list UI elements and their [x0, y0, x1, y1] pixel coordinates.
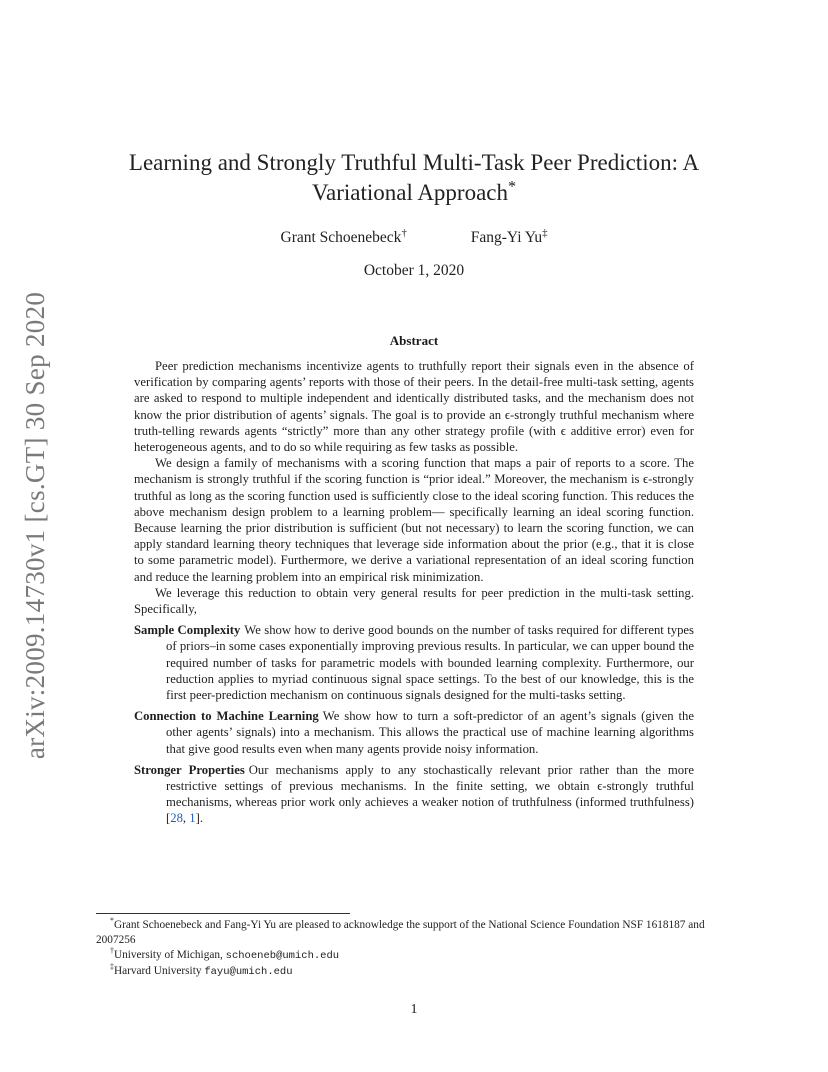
- abstract-paragraph: We design a family of mechanisms with a scoring function that maps a pair of reports to a score. The mechanism is strongly truthful if the scoring function is “prior ideal.” Moreover, the mechanism is ϵ-strongly truthful as long as the scoring function used is sufficiently close to the ideal scoring function. This reduces the above mechanism design problem to a learning problem— specifically learning an ideal scoring function. Because learning the prior distribution is sufficient (but not necessary) to learn the scoring function, we can apply standard learning theory techniques that leverage side information about the prior (e.g., that it is close to some parametric model). Furthermore, we derive a variational representation of an ideal scoring function and reduce the learning problem into an empirical risk minimization.: [134, 456, 694, 584]
- paper-title: [100, 148, 728, 208]
- arxiv-identifier: arXiv:2009.14730v1 [cs.GT] 30 Sep 2020: [20, 291, 51, 759]
- page-number: 1: [410, 1002, 418, 1017]
- contribution-text: We show how to derive good bounds on the number of tasks required for different types of priors–in some cases exponentially improving previous results. In particular, we can upper bound the required number of tasks for parametric models with bounded learning complexity. Furthermore, our reduction applies to myriad continuous signal space settings. To the best of our knowledge, this is the first peer-prediction mechanism on continuous signals designed for the multi-tasks setting.: [166, 623, 694, 703]
- author-2-name: Fang-Yi Yu: [470, 229, 543, 246]
- abstract-paragraph: We leverage this reduction to obtain very general results for peer prediction in the multi-task setting. Specifically,: [134, 585, 694, 617]
- email-link[interactable]: fayu@umich.edu: [204, 966, 293, 978]
- publication-date: October 1, 2020: [363, 262, 465, 279]
- footnote-mark: *: [110, 916, 114, 926]
- author-1-name: Grant Schoenebeck: [280, 229, 402, 246]
- contribution-item: [134, 708, 694, 757]
- contribution-item: [134, 622, 694, 703]
- citation-open: [: [166, 811, 171, 826]
- contribution-list: [134, 622, 694, 826]
- abstract-body: [134, 358, 694, 832]
- title-line-2: Variational Approach: [311, 180, 509, 205]
- citation-close: ].: [195, 811, 204, 826]
- author-1-mark: †: [401, 226, 407, 239]
- contribution-term: Connection to Machine Learning: [134, 709, 319, 724]
- contribution-text: We show how to turn a soft-predictor of an agent’s signals (given the other agents’ signals) into a mechanism. This allows the practical use of machine learning algorithms that give good results even when many agents provide noisy information.: [166, 709, 694, 756]
- footnote-text: Grant Schoenebeck and Fang-Yi Yu are pleased to acknowledge the support of the National Science Foundation NSF 1618187 and 2007256: [96, 919, 705, 946]
- footnote-affiliation-1: [96, 948, 732, 964]
- author-1: [280, 226, 407, 247]
- citation-link-1[interactable]: 1: [189, 811, 196, 826]
- author-list: [0, 226, 828, 247]
- footnote-affiliation-2: [96, 964, 732, 980]
- email-link[interactable]: schoeneb@umich.edu: [225, 950, 340, 962]
- citation-separator: ,: [182, 811, 190, 826]
- footnote-divider: [96, 913, 350, 914]
- abstract-paragraph: Peer prediction mechanisms incentivize agents to truthfully report their signals even in the absence of verification by comparing agents’ reports with those of their peers. In the detail-free multi-task setting, agents are asked to respond to multiple independent and identically distributed tasks, and the mechanism does not know the prior distribution of agents’ signals. The goal is to provide an ϵ-strongly truthful mechanism where truth-telling rewards agents “strictly” more than any other strategy profile (with ϵ additive error) even for heterogeneous agents, and to do so while requiring as few tasks as possible.: [134, 359, 694, 455]
- author-2: [470, 226, 548, 247]
- title-footnote-mark: *: [508, 178, 517, 196]
- footnotes: [96, 918, 732, 980]
- contribution-item: [134, 762, 694, 827]
- footnote-funding: [96, 918, 732, 948]
- footnote-mark: ‡: [110, 962, 114, 972]
- title-line-1: Learning and Strongly Truthful Multi-Task Peer Prediction: A: [128, 150, 700, 175]
- footnote-mark: †: [110, 946, 114, 956]
- abstract-heading: Abstract: [389, 333, 439, 348]
- contribution-text: Our mechanisms apply to any stochastically relevant prior rather than the more restrictive settings of previous mechanisms. In the finite setting, we obtain ϵ-strongly truthful mechanisms, whereas prior work only achieves a weaker notion of truthfulness (informed truthfulness): [166, 762, 694, 810]
- contribution-term: Sample Complexity: [134, 623, 241, 638]
- footnote-text: Harvard University: [113, 965, 205, 977]
- author-2-mark: ‡: [542, 226, 548, 239]
- arxiv-sidebar-stamp: [14, 290, 58, 760]
- citation-link-28[interactable]: 28: [170, 811, 183, 826]
- footnote-text: University of Michigan,: [113, 949, 226, 961]
- contribution-term: Stronger Properties: [134, 762, 245, 777]
